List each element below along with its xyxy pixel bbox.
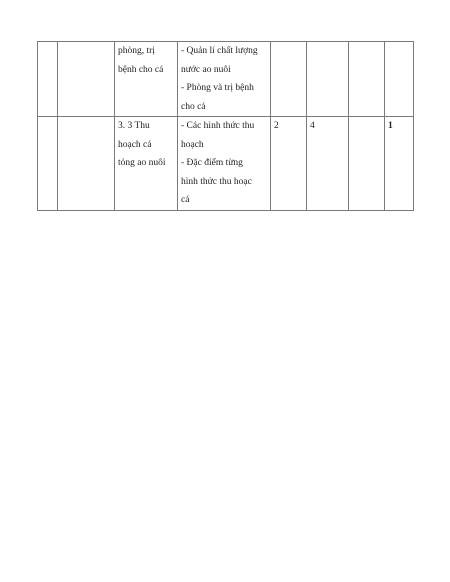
content-line: cá: [181, 195, 190, 205]
chapter-cell: [58, 42, 115, 117]
content-line: - Quản lí chất lượng: [181, 46, 258, 56]
index-cell: [38, 117, 58, 211]
count-cell-2: [307, 42, 349, 117]
content-line: - Đặc điểm từng: [181, 158, 243, 168]
count-cell-1: [271, 42, 307, 117]
count-cell-3: [349, 42, 385, 117]
content-line: hình thức thu hoạc: [181, 176, 252, 187]
content-cell: [178, 42, 271, 117]
topic-line: 3. 3 Thu: [118, 121, 150, 131]
content-line: cho cá: [181, 101, 206, 112]
count-cell-2: 4: [307, 117, 349, 211]
content-line: - Các hình thức thu: [181, 121, 255, 131]
index-cell: [38, 42, 58, 117]
content-line: hoạch: [181, 139, 204, 150]
table-row: [38, 42, 414, 117]
topic-line: bệnh cho cá: [118, 64, 164, 75]
count-cell-3: [349, 117, 385, 211]
count-cell-4: 1: [385, 117, 414, 211]
table-row: [38, 117, 414, 211]
topic-line: hoạch cá: [118, 139, 152, 150]
topic-cell: [115, 117, 178, 211]
chapter-cell: [58, 117, 115, 211]
topic-cell: [115, 42, 178, 117]
content-cell: [178, 117, 271, 211]
topic-line: phòng, trị: [118, 46, 155, 56]
topic-line: tỏng ao nuôi: [118, 158, 166, 168]
lesson-table: [37, 41, 414, 211]
content-line: - Phòng và trị bệnh: [181, 83, 254, 93]
count-cell-4: [385, 42, 414, 117]
content-line: nước ao nuôi: [181, 64, 231, 75]
count-cell-1: 2: [271, 117, 307, 211]
